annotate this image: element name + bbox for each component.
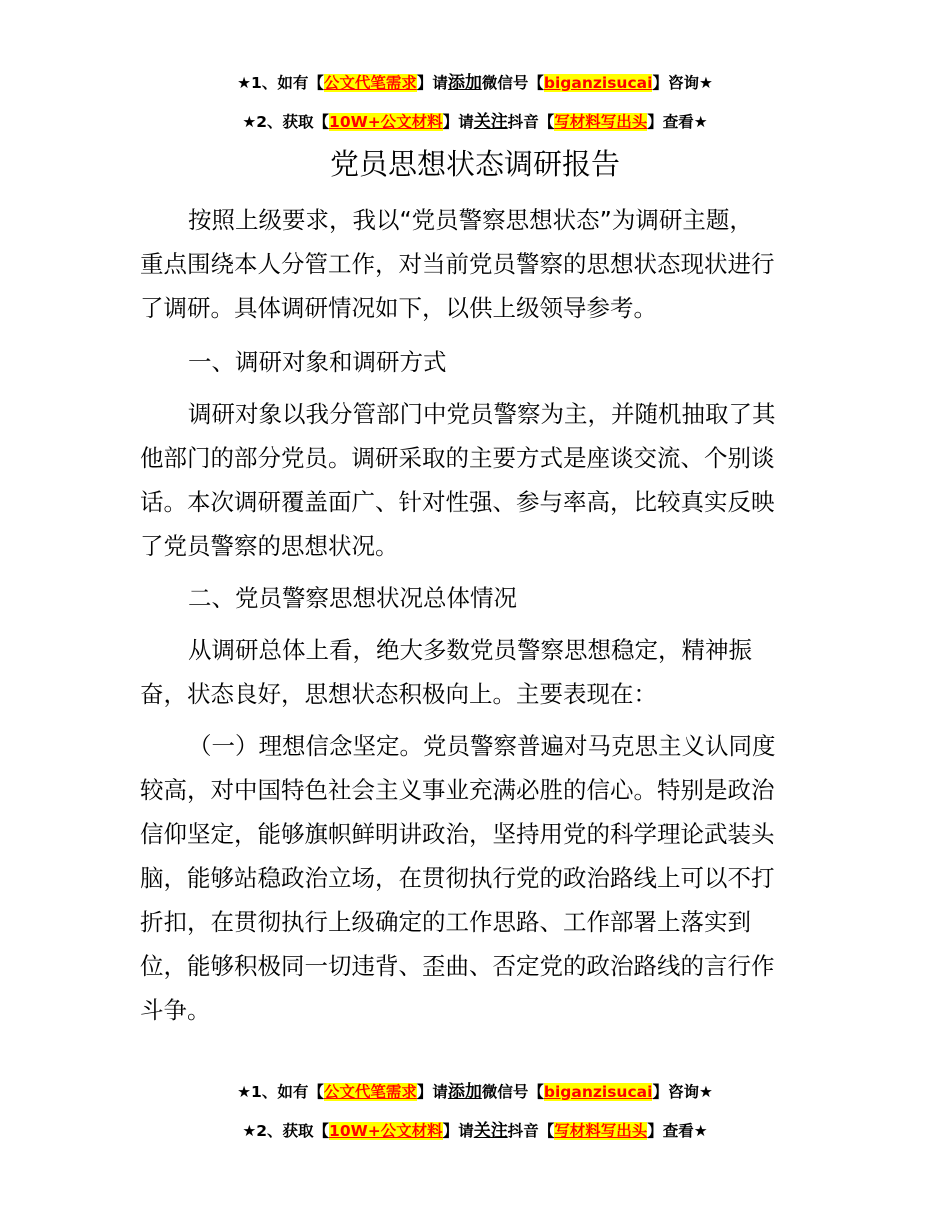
add-underlined-text: 添加 bbox=[447, 73, 482, 93]
banner-text: ★1、如有【 bbox=[237, 74, 324, 92]
footer-banner-line-1 bbox=[0, 1077, 950, 1102]
banner-text: 】查看★ bbox=[647, 113, 708, 131]
intro-paragraph bbox=[140, 198, 815, 330]
footer-banner-line-2 bbox=[0, 1116, 950, 1141]
banner-text: 】请 bbox=[442, 1122, 474, 1140]
text-line: 位，能够积极同一切违背、歪曲、否定党的政治路线的言行作 bbox=[140, 952, 775, 980]
banner-text: 】咨询★ bbox=[652, 74, 713, 92]
text-line: 他部门的部分党员。调研采取的主要方式是座谈交流、个别谈 bbox=[140, 444, 775, 472]
banner-text: 】请 bbox=[442, 113, 474, 131]
text-line: 斗争。 bbox=[140, 996, 211, 1024]
banner-text: 微信号【 bbox=[481, 74, 544, 92]
text-line: （一）理想信念坚定。党员警察普遍对马克思主义认同度 bbox=[188, 732, 776, 760]
banner-text: 微信号【 bbox=[481, 1083, 544, 1101]
douyin-account-highlight: 写材料写出头 bbox=[554, 1122, 648, 1140]
header-banner-line-2 bbox=[0, 107, 950, 132]
overview-paragraph bbox=[140, 628, 815, 716]
service-highlight: 公文代笔需求 bbox=[323, 74, 417, 92]
text-line: 了调研。具体调研情况如下，以供上级领导参考。 bbox=[140, 294, 657, 322]
banner-text: ★1、如有【 bbox=[237, 1083, 324, 1101]
text-line: 较高，对中国特色社会主义事业充满必胜的信心。特别是政治 bbox=[140, 776, 775, 804]
douyin-account-highlight: 写材料写出头 bbox=[554, 113, 648, 131]
text-line: 按照上级要求，我以“党员警察思想状态”为调研主题， bbox=[188, 206, 753, 234]
document-title: 党员思想状态调研报告 bbox=[329, 147, 620, 181]
text-line: 折扣，在贯彻执行上级确定的工作思路、工作部署上落实到 bbox=[140, 908, 751, 936]
text-line: 话。本次调研覆盖面广、针对性强、参与率高，比较真实反映 bbox=[140, 488, 775, 516]
banner-text: ★2、获取【 bbox=[242, 1122, 330, 1140]
follow-underlined-text: 关注 bbox=[473, 1121, 508, 1141]
text-line: 了党员警察的思想状况。 bbox=[140, 532, 399, 560]
text-line: 信仰坚定，能够旗帜鲜明讲政治，坚持用党的科学理论武装头 bbox=[140, 820, 775, 848]
text-line: 奋，状态良好，思想状态积极向上。主要表现在： bbox=[140, 680, 657, 708]
banner-text: ★2、获取【 bbox=[242, 113, 330, 131]
add-underlined-text: 添加 bbox=[447, 1082, 482, 1102]
materials-highlight: 10W+公文材料 bbox=[329, 113, 443, 131]
text-line: 调研对象以我分管部门中党员警察为主，并随机抽取了其 bbox=[188, 400, 776, 428]
text-line: 从调研总体上看，绝大多数党员警察思想稳定，精神振 bbox=[188, 636, 752, 664]
wechat-id-highlight: biganzisucai bbox=[543, 74, 653, 92]
banner-text: 】请 bbox=[416, 74, 448, 92]
banner-text: 抖音【 bbox=[507, 113, 555, 131]
wechat-id-highlight: biganzisucai bbox=[543, 1083, 653, 1101]
section-heading-1 bbox=[140, 340, 815, 384]
text-line: 脑，能够站稳政治立场，在贯彻执行党的政治路线上可以不打 bbox=[140, 864, 775, 892]
materials-highlight: 10W+公文材料 bbox=[329, 1122, 443, 1140]
section-heading-2 bbox=[140, 576, 815, 620]
banner-text: 】咨询★ bbox=[652, 1083, 713, 1101]
heading-text: 一、调研对象和调研方式 bbox=[188, 348, 447, 376]
header-banner-line-1 bbox=[0, 68, 950, 93]
method-paragraph bbox=[140, 392, 815, 568]
service-highlight: 公文代笔需求 bbox=[323, 1083, 417, 1101]
banner-text: 】请 bbox=[416, 1083, 448, 1101]
follow-underlined-text: 关注 bbox=[473, 112, 508, 132]
banner-text: 抖音【 bbox=[507, 1122, 555, 1140]
heading-text: 二、党员警察思想状况总体情况 bbox=[188, 584, 517, 612]
text-line: 重点围绕本人分管工作，对当前党员警察的思想状态现状进行 bbox=[140, 250, 775, 278]
ideals-paragraph bbox=[140, 724, 815, 1032]
banner-text: 】查看★ bbox=[647, 1122, 708, 1140]
